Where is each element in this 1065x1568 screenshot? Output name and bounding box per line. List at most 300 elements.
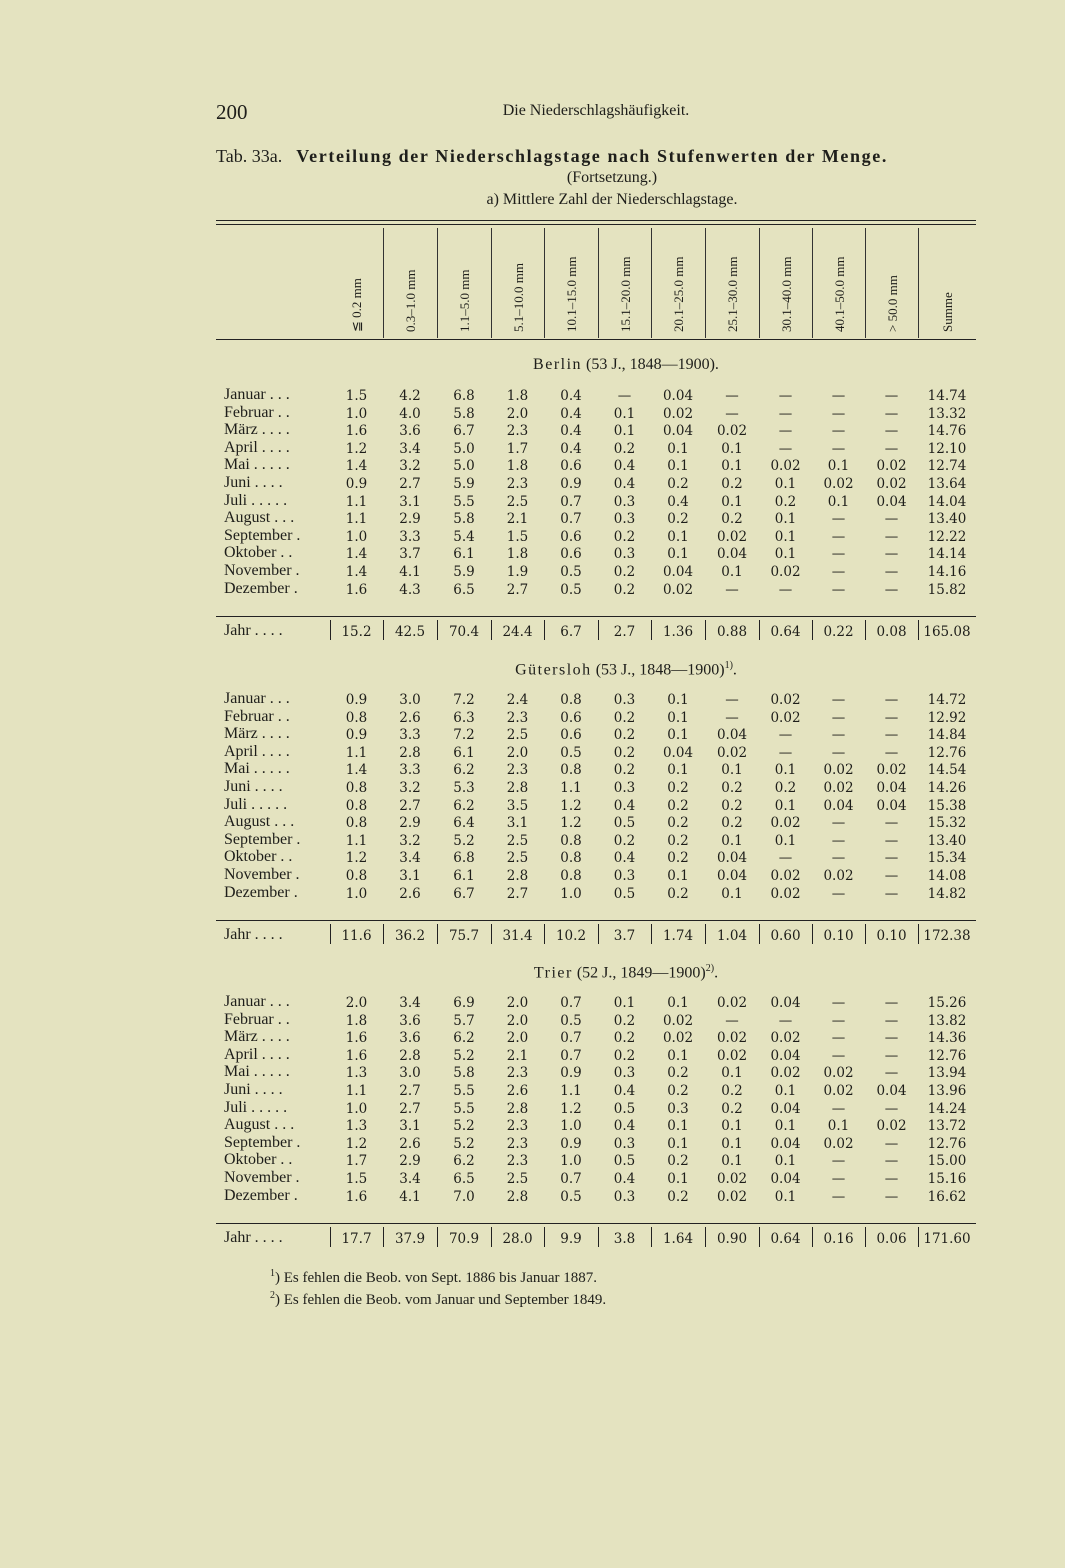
table-cell: 0.7 xyxy=(560,1047,582,1064)
column-header-6 xyxy=(598,228,652,338)
table-cell: 13.32 xyxy=(927,405,967,422)
year-cell: 1.04 xyxy=(716,928,748,944)
column-header-10 xyxy=(812,228,866,338)
running-title: Die Niederschlagshäufigkeit. xyxy=(502,102,690,119)
table-cell: — xyxy=(778,405,793,422)
table-cell: 0.04 xyxy=(716,727,748,744)
table-cell: — xyxy=(831,832,846,849)
table-cell: 2.6 xyxy=(399,885,421,902)
table-row xyxy=(216,778,976,796)
table-cell: 5.9 xyxy=(453,475,475,492)
year-cell: 70.9 xyxy=(448,1231,480,1247)
year-cell: 1.74 xyxy=(662,928,694,944)
table-cell: — xyxy=(725,388,739,404)
table-cell: 3.1 xyxy=(399,867,421,884)
column-header-8 xyxy=(705,228,760,338)
table-cell: 0.1 xyxy=(774,546,797,563)
table-cell: 2.5 xyxy=(506,727,529,744)
column-header-5 xyxy=(544,228,599,338)
table-cell: — xyxy=(725,581,739,598)
table-cell: 0.8 xyxy=(345,815,368,832)
top-rule xyxy=(216,220,976,221)
table-cell: 0.02 xyxy=(770,692,801,708)
column-header-label: 10.1–15.0 mm xyxy=(564,256,579,332)
table-cell: — xyxy=(778,1012,793,1029)
table-cell: 0.1 xyxy=(613,405,636,422)
table-cell: 0.1 xyxy=(774,1082,797,1099)
table-cell: 0.2 xyxy=(613,744,636,761)
table-cell: — xyxy=(617,388,632,404)
year-rule xyxy=(216,1223,976,1224)
table-cell: — xyxy=(884,440,899,457)
table-cell: 0.1 xyxy=(667,440,689,457)
station-heading xyxy=(216,963,976,982)
table-cell: 2.9 xyxy=(399,511,421,528)
table-cell: — xyxy=(831,1153,846,1170)
table-cell: 0.9 xyxy=(345,475,368,492)
year-cell: 2.7 xyxy=(613,624,636,640)
table-cell: 6.2 xyxy=(453,797,475,814)
table-cell: — xyxy=(884,388,899,404)
table-cell: 3.3 xyxy=(399,528,421,545)
table-cell: 14.26 xyxy=(927,779,967,796)
table-cell: 0.2 xyxy=(613,832,636,849)
table-cell: 3.6 xyxy=(399,1012,421,1029)
table-row xyxy=(216,404,976,422)
table-title xyxy=(216,146,978,167)
table-cell: 0.7 xyxy=(560,511,582,528)
year-rule xyxy=(216,920,976,921)
table-cell: 0.1 xyxy=(721,563,743,580)
table-cell: 0.02 xyxy=(716,528,748,545)
table-cell: 0.1 xyxy=(827,1118,850,1135)
table-cell: 0.02 xyxy=(770,709,801,726)
table-cell: 3.0 xyxy=(399,1065,421,1082)
table-row xyxy=(216,1151,976,1169)
table-cell: — xyxy=(831,1170,846,1187)
table-row xyxy=(216,421,976,439)
table-cell: — xyxy=(831,405,846,422)
table-cell: 0.04 xyxy=(662,563,694,580)
table-cell: 0.4 xyxy=(613,1082,636,1099)
table-cell: 1.4 xyxy=(345,546,368,563)
year-cell: 171.60 xyxy=(923,1231,971,1247)
table-cell: 2.9 xyxy=(399,1153,421,1170)
station-month-rows xyxy=(216,690,976,901)
table-cell: 12.74 xyxy=(927,458,967,475)
table-cell: 0.1 xyxy=(667,528,689,545)
table-cell: 0.4 xyxy=(560,440,582,457)
station-name: Trier xyxy=(533,964,573,982)
table-row xyxy=(216,386,976,404)
table-cell: — xyxy=(778,744,793,761)
table-cell: 0.2 xyxy=(613,563,636,580)
table-cell: 2.5 xyxy=(506,493,529,510)
table-cell: 2.8 xyxy=(399,744,421,761)
year-cell: 0.22 xyxy=(823,624,854,640)
table-cell: 1.0 xyxy=(345,885,368,902)
year-label: Jahr . . . . xyxy=(224,926,283,943)
column-header-label: ≦ 0.2 mm xyxy=(348,278,364,332)
table-cell: 2.6 xyxy=(399,1135,421,1152)
table-cell: 0.02 xyxy=(823,1065,854,1082)
table-cell: — xyxy=(884,528,899,545)
table-cell: 2.0 xyxy=(506,405,529,422)
month-label: Januar . . . xyxy=(224,993,290,1010)
table-cell: 0.04 xyxy=(770,995,801,1011)
table-cell: 0.02 xyxy=(662,1030,694,1047)
table-cell: 2.3 xyxy=(506,709,529,726)
page-header xyxy=(216,100,976,126)
table-cell: — xyxy=(725,1012,739,1029)
table-row xyxy=(216,831,976,849)
table-cell: — xyxy=(831,528,846,545)
table-cell: 6.7 xyxy=(453,423,475,440)
year-total-row xyxy=(216,622,976,640)
table-row xyxy=(216,690,976,708)
table-row xyxy=(216,1063,976,1081)
table-cell: 0.5 xyxy=(613,885,636,902)
table-cell: 0.04 xyxy=(770,1170,801,1187)
column-header-12 xyxy=(918,228,977,338)
station-period-end: . xyxy=(714,964,719,982)
table-cell: 0.1 xyxy=(667,709,689,726)
table-cell: 0.04 xyxy=(876,797,907,814)
table-cell: — xyxy=(831,511,846,528)
table-row xyxy=(216,866,976,884)
table-cell: — xyxy=(831,1047,846,1064)
table-cell: 0.1 xyxy=(721,1118,743,1135)
table-cell: 0.1 xyxy=(667,1170,689,1187)
table-row xyxy=(216,796,976,814)
table-cell: 0.02 xyxy=(770,458,801,475)
table-cell: 0.5 xyxy=(560,581,582,598)
table-title-text: Verteilung der Niederschlagstage nach Stufenwerten der Menge. xyxy=(296,146,888,166)
table-cell: 2.3 xyxy=(506,1153,529,1170)
table-cell: 0.4 xyxy=(560,423,582,440)
table-cell: 0.7 xyxy=(560,1170,582,1187)
table-cell: 1.1 xyxy=(560,779,582,796)
year-cell: 0.10 xyxy=(823,928,854,944)
table-cell: 0.2 xyxy=(721,779,743,796)
table-cell: 7.0 xyxy=(453,1188,475,1205)
table-cell: 0.6 xyxy=(560,727,582,744)
table-cell: 0.9 xyxy=(345,692,368,708)
table-cell: 5.2 xyxy=(453,1118,475,1135)
table-cell: 0.1 xyxy=(667,1135,689,1152)
table-cell: 14.14 xyxy=(927,546,967,563)
table-row xyxy=(216,1134,976,1152)
table-cell: 1.4 xyxy=(345,762,368,779)
table-cell: — xyxy=(778,727,793,744)
station-name: Berlin xyxy=(533,356,583,373)
table-cell: 0.04 xyxy=(662,388,694,404)
table-cell: 0.2 xyxy=(613,1012,636,1029)
table-cell: 14.24 xyxy=(927,1100,967,1117)
table-cell: 0.04 xyxy=(770,1100,801,1117)
table-cell: — xyxy=(884,511,899,528)
month-label: Juni . . . . xyxy=(224,1080,283,1098)
table-cell: 6.2 xyxy=(453,1030,475,1047)
table-cell: 6.3 xyxy=(453,709,475,726)
table-cell: 1.7 xyxy=(345,1153,368,1170)
column-header-4 xyxy=(491,228,545,338)
table-cell: — xyxy=(725,405,739,422)
continuation-note: (Fortsetzung.) xyxy=(566,169,658,186)
table-cell: 0.1 xyxy=(667,727,689,744)
table-cell: 4.1 xyxy=(399,1188,421,1205)
table-cell: 2.3 xyxy=(506,475,529,492)
table-cell: 0.4 xyxy=(613,1118,636,1135)
table-cell: 0.1 xyxy=(667,546,689,563)
table-cell: 3.2 xyxy=(399,458,421,475)
table-cell: 3.4 xyxy=(399,995,421,1011)
month-label: Dezember . xyxy=(224,1186,298,1204)
table-cell: 0.3 xyxy=(613,546,636,563)
table-cell: 0.7 xyxy=(560,1030,582,1047)
year-cell: 75.7 xyxy=(448,928,480,944)
table-cell: 0.1 xyxy=(721,440,743,457)
table-cell: — xyxy=(831,581,846,598)
table-cell: 6.1 xyxy=(453,867,475,884)
month-label: Dezember . xyxy=(224,579,298,597)
table-cell: 3.5 xyxy=(506,797,529,814)
table-cell: 5.2 xyxy=(453,1047,475,1064)
table-cell: 0.9 xyxy=(560,475,582,492)
column-header-label: 40.1–50.0 mm xyxy=(831,256,847,332)
table-cell: 2.7 xyxy=(399,1100,421,1117)
table-cell: 1.8 xyxy=(506,458,529,475)
table-cell: 0.2 xyxy=(613,727,636,744)
station-month-rows xyxy=(216,386,976,597)
table-cell: 0.2 xyxy=(721,797,743,814)
table-cell: — xyxy=(884,423,899,440)
year-cell: 1.64 xyxy=(662,1231,694,1247)
table-cell: 5.2 xyxy=(453,1135,475,1152)
table-cell: 1.3 xyxy=(345,1065,368,1082)
table-cell: 0.2 xyxy=(613,440,636,457)
table-cell: 0.2 xyxy=(667,1188,689,1205)
table-cell: — xyxy=(831,1100,846,1117)
year-cell: 0.60 xyxy=(770,928,801,944)
month-label: Dezember . xyxy=(224,883,298,901)
table-cell: 14.72 xyxy=(927,692,967,708)
table-cell: 2.5 xyxy=(506,1170,529,1187)
table-row xyxy=(216,1116,976,1134)
table-cell: 13.64 xyxy=(927,475,967,492)
table-row xyxy=(216,993,976,1011)
table-cell: 2.6 xyxy=(506,1082,529,1099)
table-cell: 14.82 xyxy=(927,885,967,902)
column-header-9 xyxy=(759,228,813,338)
table-cell: — xyxy=(884,727,899,744)
table-row xyxy=(216,813,976,831)
column-header-label: 0.3–1.0 mm xyxy=(403,269,418,332)
year-total-row xyxy=(216,926,976,944)
month-label: Juni . . . . xyxy=(224,473,283,491)
year-cell: 0.08 xyxy=(876,624,907,640)
month-label: Juli . . . . . xyxy=(224,795,288,813)
table-cell: 0.04 xyxy=(770,1135,801,1152)
table-cell: 2.3 xyxy=(506,423,529,440)
table-cell: 14.74 xyxy=(927,388,967,404)
station-heading xyxy=(216,356,976,374)
year-cell: 3.8 xyxy=(613,1231,636,1247)
table-cell: — xyxy=(725,709,739,726)
table-cell: 1.0 xyxy=(560,1153,582,1170)
table-cell: 13.72 xyxy=(927,1118,967,1135)
table-cell: 0.4 xyxy=(613,1170,636,1187)
year-cell: 28.0 xyxy=(502,1231,533,1247)
table-cell: 1.0 xyxy=(560,1118,582,1135)
table-cell: 0.8 xyxy=(560,762,582,779)
table-row xyxy=(216,456,976,474)
table-cell: 0.4 xyxy=(613,797,636,814)
year-cell: 24.4 xyxy=(502,624,533,640)
table-cell: — xyxy=(831,423,846,440)
column-header-1 xyxy=(330,228,383,338)
table-row xyxy=(216,760,976,778)
table-cell: — xyxy=(831,546,846,563)
table-cell: — xyxy=(884,1188,899,1205)
table-cell: 0.2 xyxy=(721,475,743,492)
table-cell: 0.9 xyxy=(345,727,368,744)
table-cell: — xyxy=(884,1012,899,1029)
table-cell: 14.04 xyxy=(927,493,967,510)
table-cell: 6.2 xyxy=(453,1153,475,1170)
table-cell: 1.1 xyxy=(345,511,368,528)
table-cell: 0.2 xyxy=(613,709,636,726)
table-cell: 2.0 xyxy=(345,995,368,1011)
table-cell: 0.1 xyxy=(667,995,689,1011)
table-cell: 0.5 xyxy=(560,563,582,580)
year-cell: 37.9 xyxy=(394,1231,426,1247)
month-label: März . . . . xyxy=(224,1028,290,1046)
year-cell: 31.4 xyxy=(502,928,533,944)
table-cell: 0.02 xyxy=(823,779,854,796)
table-cell: 1.5 xyxy=(345,1170,368,1187)
month-label: September . xyxy=(224,830,301,848)
table-cell: 2.3 xyxy=(506,1118,529,1135)
table-cell: 0.2 xyxy=(667,779,689,796)
table-cell: 0.02 xyxy=(662,581,694,598)
table-cell: 0.7 xyxy=(560,493,582,510)
table-row xyxy=(216,743,976,761)
table-cell: 3.2 xyxy=(399,779,421,796)
table-cell: 0.02 xyxy=(770,867,801,884)
table-cell: 1.6 xyxy=(345,581,368,598)
table-cell: 0.02 xyxy=(876,1118,907,1135)
table-cell: 2.3 xyxy=(506,1065,529,1082)
table-cell: 0.1 xyxy=(774,511,797,528)
table-cell: 0.5 xyxy=(613,815,636,832)
table-cell: 1.6 xyxy=(345,423,368,440)
month-label: Oktober . . xyxy=(224,544,293,562)
table-cell: — xyxy=(884,1047,899,1064)
table-cell: — xyxy=(884,885,899,902)
table-cell: 0.8 xyxy=(345,797,368,814)
table-cell: 0.1 xyxy=(613,995,636,1011)
table-cell: 0.02 xyxy=(770,1030,801,1047)
column-header-label: 30.1–40.0 mm xyxy=(778,256,794,332)
table-cell: 0.1 xyxy=(774,475,797,492)
table-cell: — xyxy=(831,1030,846,1047)
table-cell: 0.6 xyxy=(560,709,582,726)
table-cell: 14.76 xyxy=(927,423,967,440)
table-cell: 14.84 xyxy=(927,727,967,744)
table-cell: 0.1 xyxy=(721,458,743,475)
column-header-label: Summe xyxy=(940,292,955,332)
table-cell: 5.8 xyxy=(453,511,475,528)
table-cell: 0.02 xyxy=(770,885,801,902)
table-cell: 0.4 xyxy=(667,493,689,510)
column-header-label: 5.1–10.0 mm xyxy=(510,263,526,332)
table-cell: 0.6 xyxy=(560,528,582,545)
year-cell: 172.38 xyxy=(923,928,971,944)
table-cell: 15.34 xyxy=(927,850,967,867)
table-cell: — xyxy=(831,1012,846,1029)
station-period-end: . xyxy=(732,661,737,679)
table-cell: — xyxy=(725,692,739,708)
table-cell: 1.5 xyxy=(345,388,368,404)
table-row xyxy=(216,1169,976,1187)
table-cell: 5.5 xyxy=(453,1100,475,1117)
month-label: Februar . . xyxy=(224,403,290,421)
table-cell: 0.2 xyxy=(774,493,797,510)
table-cell: 15.82 xyxy=(927,581,967,598)
table-cell: 0.8 xyxy=(345,709,368,726)
table-cell: 7.2 xyxy=(453,692,475,708)
table-cell: 4.0 xyxy=(399,405,421,422)
table-cell: 1.6 xyxy=(345,1188,368,1205)
year-cell: 0.64 xyxy=(770,624,801,640)
month-label: April . . . . xyxy=(224,438,290,456)
station-period: (53 J., 1848—1900) xyxy=(591,661,725,679)
month-label: Januar . . . xyxy=(224,386,290,403)
column-header-label: 25.1–30.0 mm xyxy=(725,256,740,332)
table-cell: 0.2 xyxy=(774,779,797,796)
table-cell: 0.1 xyxy=(827,493,850,510)
month-label: November . xyxy=(224,561,300,579)
table-cell: 5.5 xyxy=(453,493,475,510)
table-cell: 0.04 xyxy=(876,1082,907,1099)
table-cell: 0.8 xyxy=(560,867,582,884)
year-cell: 11.6 xyxy=(341,928,372,944)
table-cell: 0.02 xyxy=(823,1135,854,1152)
table-cell: 0.2 xyxy=(613,581,636,598)
table-cell: 0.04 xyxy=(716,867,748,884)
year-cell: 0.10 xyxy=(876,928,907,944)
table-cell: 2.1 xyxy=(506,1047,529,1064)
table-cell: 6.7 xyxy=(453,885,475,902)
top-rule-thin xyxy=(216,224,976,225)
table-cell: 0.8 xyxy=(560,850,582,867)
table-cell: 1.4 xyxy=(345,458,368,475)
table-cell: 1.2 xyxy=(560,815,582,832)
table-cell: 0.02 xyxy=(770,815,801,832)
table-cell: 0.4 xyxy=(613,850,636,867)
table-cell: 0.04 xyxy=(716,546,748,563)
table-cell: 12.92 xyxy=(927,709,967,726)
month-label: Mai . . . . . xyxy=(224,1063,290,1081)
table-cell: 3.4 xyxy=(399,1170,421,1187)
year-cell: 6.7 xyxy=(560,624,582,640)
table-cell: 3.3 xyxy=(399,762,421,779)
table-cell: 1.6 xyxy=(345,1047,368,1064)
table-cell: 1.7 xyxy=(506,440,529,457)
table-cell: 4.1 xyxy=(399,563,421,580)
table-cell: 1.0 xyxy=(345,528,368,545)
